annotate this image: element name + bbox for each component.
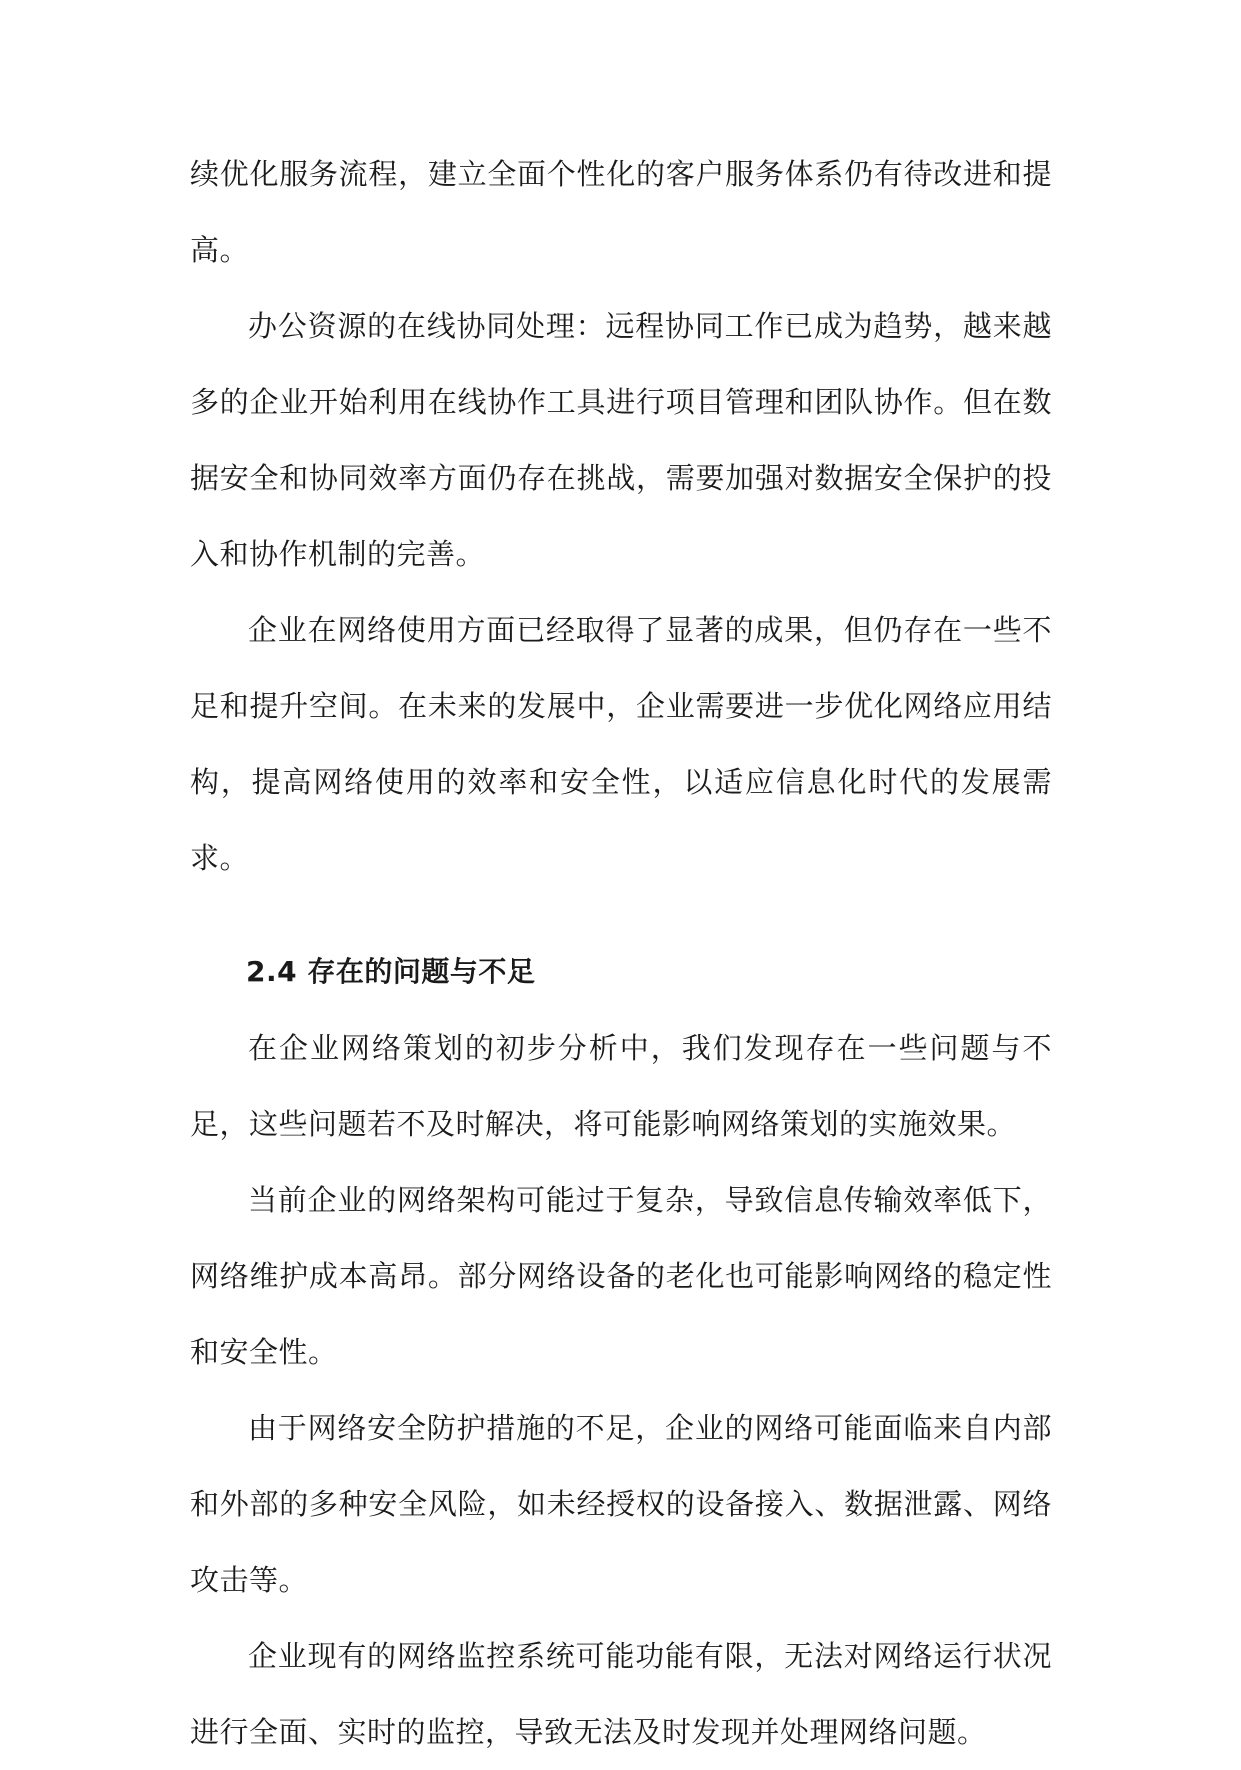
paragraph-security-risks: 由于网络安全防护措施的不足，企业的网络可能面临来自内部和外部的多种安全风险，如未经授权的设备接入、数据泄露、网络攻击等。 [190, 1411, 1052, 1597]
paragraph-monitoring-system: 企业现有的网络监控系统可能功能有限，无法对网络运行状况进行全面、实时的监控，导致无法及时发现并处理网络问题。 [190, 1639, 1052, 1749]
paragraph-network-usage-summary: 企业在网络使用方面已经取得了显著的成果，但仍存在一些不足和提升空间。在未来的发展中，企业需要进一步优化网络应用结构，提高网络使用的效率和安全性，以适应信息化时代的发展需求。 [190, 613, 1052, 875]
paragraph-online-collaboration: 办公资源的在线协同处理：远程协同工作已成为趋势，越来越多的企业开始利用在线协作工具进行项目管理和团队协作。但在数据安全和协同效率方面仍存在挑战，需要加强对数据安全保护的投入和协作机制的完善。 [190, 309, 1052, 571]
section-heading: 2.4 存在的问题与不足 [246, 955, 536, 988]
paragraph-problems-intro: 在企业网络策划的初步分析中，我们发现存在一些问题与不足，这些问题若不及时解决，将可能影响网络策划的实施效果。 [190, 1031, 1052, 1141]
paragraph-network-architecture: 当前企业的网络架构可能过于复杂，导致信息传输效率低下，网络维护成本高昂。部分网络设备的老化也可能影响网络的稳定性和安全性。 [190, 1183, 1052, 1369]
paragraph-continuation: 续优化服务流程，建立全面个性化的客户服务体系仍有待改进和提高。 [190, 157, 1052, 267]
document-body [190, 136, 1052, 1770]
